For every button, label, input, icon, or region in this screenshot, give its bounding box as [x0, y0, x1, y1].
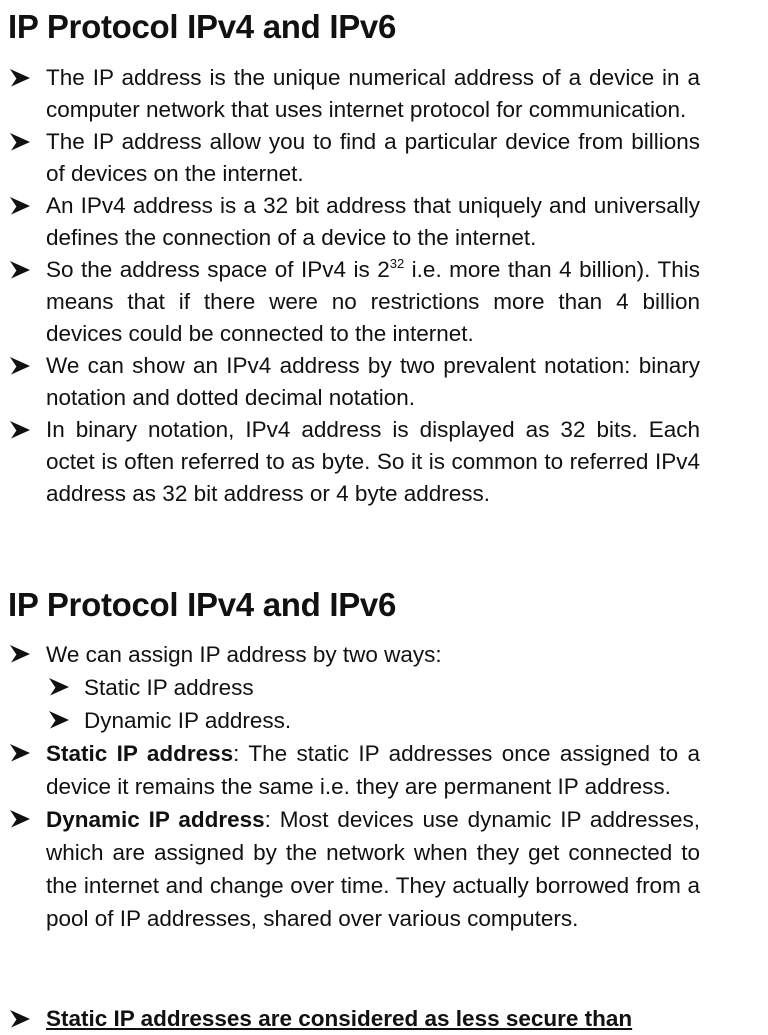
bullet-text	[46, 741, 700, 799]
arrowhead-bullet-icon	[48, 671, 70, 703]
sub-list-item	[46, 671, 700, 704]
list-item	[0, 254, 700, 350]
list-item	[0, 803, 700, 935]
definition-static: : The static IP addresses once assigned to a device it remains the same i.e. they are permanent IP address.	[46, 741, 700, 799]
arrowhead-bullet-icon	[9, 414, 31, 446]
list-item	[0, 126, 700, 190]
list-item	[0, 1003, 700, 1035]
list-item	[0, 414, 700, 510]
section-2-title: IP Protocol IPv4 and IPv6	[8, 586, 397, 623]
section-2-bullet-list	[0, 638, 700, 935]
list-item	[0, 350, 700, 414]
bullet-text: In binary notation, IPv4 address is displayed as 32 bits. Each octet is often referred to as byte. So it is common to referred IPv4 address as 32 bit address or 4 byte address.	[46, 417, 700, 506]
term-static: Static IP address	[46, 741, 234, 766]
section-1-bullet-list	[0, 62, 700, 510]
sub-list-item	[46, 704, 700, 737]
exponent: 32	[389, 256, 405, 271]
list-item	[0, 62, 700, 126]
bullet-text: An IPv4 address is a 32 bit address that uniquely and universally defines the connection of a device to the internet.	[46, 193, 700, 250]
cut-off-bullet-list	[0, 1003, 700, 1035]
arrowhead-bullet-icon	[9, 737, 31, 769]
list-item	[0, 638, 700, 737]
arrowhead-bullet-icon	[9, 803, 31, 835]
bullet-text-part: So the address space of IPv4 is 2	[46, 257, 390, 282]
list-item	[0, 737, 700, 803]
arrowhead-bullet-icon	[9, 126, 31, 158]
section-1-title: IP Protocol IPv4 and IPv6	[8, 8, 397, 45]
bullet-text: We can assign IP address by two ways:	[46, 642, 442, 667]
sub-item-text: Dynamic IP address.	[84, 708, 292, 733]
arrowhead-bullet-icon	[9, 638, 31, 670]
arrowhead-bullet-icon	[9, 254, 31, 286]
definition-dynamic: : Most devices use dynamic IP addresses, which are assigned by the network when they get connected to the internet and change over time. They actually borrowed from a pool of IP addresses, shared over various computers.	[46, 807, 700, 931]
bullet-text	[46, 807, 700, 931]
term-dynamic: Dynamic IP address	[46, 807, 265, 832]
cut-off-text: Static IP addresses are considered as less secure than	[46, 1006, 633, 1031]
list-item	[0, 190, 700, 254]
bullet-text-part: i.e. more than 4 billion). This means that if there were no restrictions more than 4 billion devices could be connected to the internet.	[46, 257, 700, 346]
bullet-text: We can show an IPv4 address by two prevalent notation: binary notation and dotted decimal notation.	[46, 353, 700, 410]
bullet-text: The IP address allow you to find a particular device from billions of devices on the internet.	[46, 129, 700, 186]
sub-list	[46, 671, 700, 737]
arrowhead-bullet-icon	[48, 704, 70, 736]
sub-item-text: Static IP address	[84, 675, 254, 700]
arrowhead-bullet-icon	[9, 1003, 31, 1035]
bullet-text: The IP address is the unique numerical address of a device in a computer network that uses internet protocol for communication.	[46, 65, 700, 122]
bullet-text	[46, 257, 700, 346]
arrowhead-bullet-icon	[9, 62, 31, 94]
arrowhead-bullet-icon	[9, 350, 31, 382]
arrowhead-bullet-icon	[9, 190, 31, 222]
